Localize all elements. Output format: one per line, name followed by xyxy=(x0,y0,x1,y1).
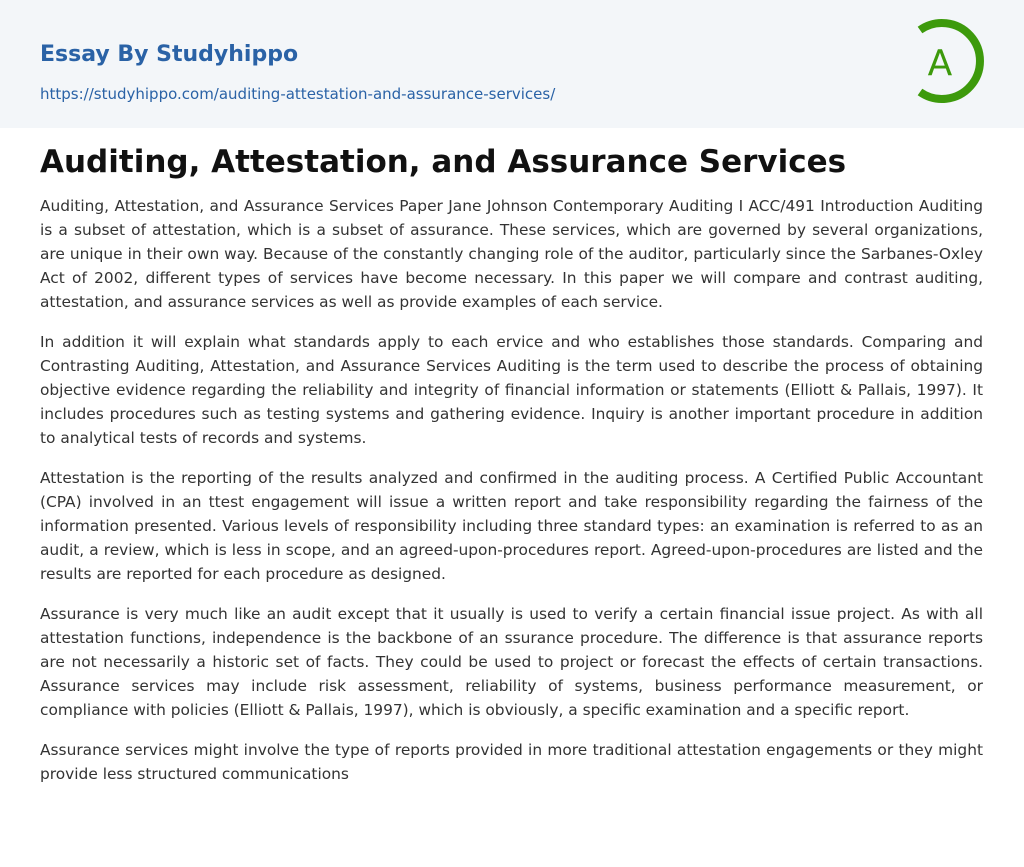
studyhippo-logo-icon xyxy=(912,18,986,104)
paragraph: Auditing, Attestation, and Assurance Services Paper Jane Johnson Contemporary Auditing I ACC/491 Introduction Auditing is a subset of attestation, which is a subset of assurance. These services, which are governed by several organizations, are unique in their own way. Because of the constantly changing role of the auditor, particularly since the Sarbanes-Oxley Act of 2002, different types of services have become necessary. In this paper we will compare and contrast auditing, attestation, and assurance services as well as provide examples of each service. xyxy=(40,197,983,311)
paragraph: Attestation is the reporting of the results analyzed and confirmed in the auditing process. A Certified Public Accountant (CPA) involved in an ttest engagement will issue a written report and take responsibility regarding the fairness of the information presented. Various levels of responsibility including three standard types: an examination is referred to as an audit, a review, which is less in scope, and an agreed-upon-procedures report. Agreed-upon-procedures are listed and the results are reported for each procedure as designed. xyxy=(40,469,983,583)
essay-body xyxy=(40,194,983,802)
essay-url-link[interactable]: https://studyhippo.com/auditing-attestation-and-assurance-services/ xyxy=(40,85,556,103)
paragraph: In addition it will explain what standards apply to each ervice and who establishes those standards. Comparing and Contrasting Auditing, Attestation, and Assurance Services Auditing is the term used to describe the process of obtaining objective evidence regarding the reliability and integrity of financial information or statements (Elliott & Pallais, 1997). It includes procedures such as testing systems and gathering evidence. Inquiry is another important procedure in addition to analytical tests of records and systems. xyxy=(40,333,983,447)
brand-title: Essay By Studyhippo xyxy=(40,42,299,67)
svg-text:A: A xyxy=(927,43,953,84)
paragraph: Assurance is very much like an audit except that it usually is used to verify a certain financial issue project. As with all attestation functions, independence is the backbone of an ssurance procedure. The difference is that assurance reports are not necessarily a historic set of facts. They could be used to project or forecast the effects of certain transactions. Assurance services may include risk assessment, reliability of systems, business performance measurement, or compliance with policies (Elliott & Pallais, 1997), which is obviously, a specific examination and a specific report. xyxy=(40,605,983,719)
essay-title: Auditing, Attestation, and Assurance Services xyxy=(40,144,847,180)
paragraph: Assurance services might involve the type of reports provided in more traditional attestation engagements or they might provide less structured communications xyxy=(40,741,983,783)
site-header xyxy=(0,0,1024,128)
